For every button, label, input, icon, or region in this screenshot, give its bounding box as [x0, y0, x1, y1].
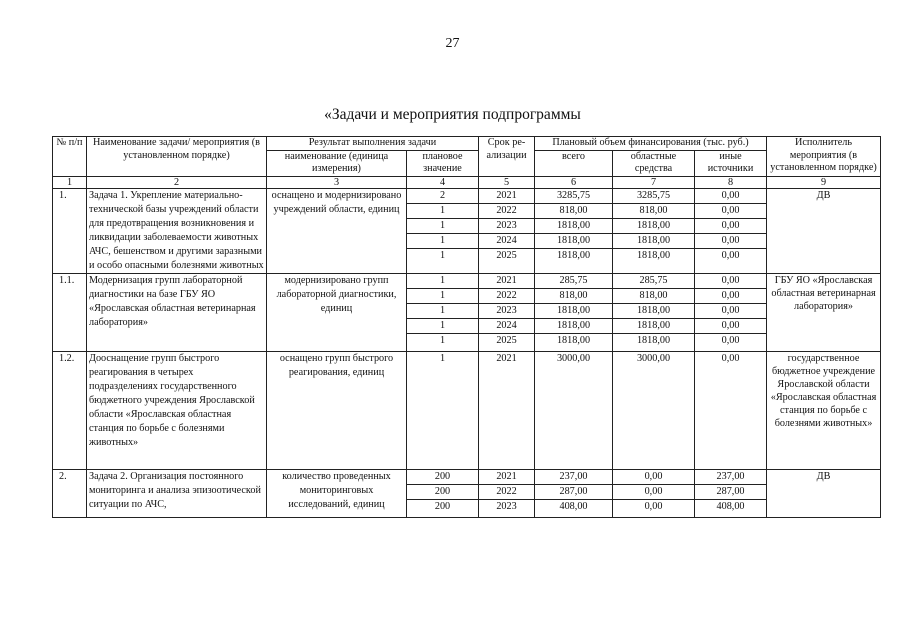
term-year: 2025 — [479, 333, 535, 351]
col-number: 9 — [767, 176, 881, 188]
fin-regional: 285,75 — [613, 273, 695, 288]
fin-other: 0,00 — [695, 351, 767, 469]
col-number: 6 — [535, 176, 613, 188]
term-year: 2024 — [479, 318, 535, 333]
term-year: 2023 — [479, 303, 535, 318]
table-row — [53, 273, 881, 288]
fin-total: 3000,00 — [535, 351, 613, 469]
fin-regional: 1818,00 — [613, 219, 695, 234]
header-task-name: Наименование задачи/ мероприятия (в установленном порядке) — [87, 137, 267, 177]
fin-other: 0,00 — [695, 318, 767, 333]
term-year: 2021 — [479, 188, 535, 203]
page-number: 27 — [445, 36, 460, 51]
fin-total: 1818,00 — [535, 234, 613, 249]
header-fin-regional: областные средства — [613, 150, 695, 176]
fin-other: 0,00 — [695, 303, 767, 318]
plan-value: 1 — [407, 318, 479, 333]
fin-total: 1818,00 — [535, 333, 613, 351]
term-year: 2025 — [479, 249, 535, 273]
term-year: 2022 — [479, 203, 535, 218]
fin-regional: 818,00 — [613, 288, 695, 303]
fin-other: 0,00 — [695, 249, 767, 273]
col-number: 3 — [267, 176, 407, 188]
header-result-plan: плановое значение — [407, 150, 479, 176]
plan-value: 2 — [407, 188, 479, 203]
fin-regional: 3285,75 — [613, 188, 695, 203]
fin-regional: 1818,00 — [613, 234, 695, 249]
col-number: 1 — [53, 176, 87, 188]
fin-total: 237,00 — [535, 469, 613, 484]
fin-other: 0,00 — [695, 203, 767, 218]
table-row — [53, 469, 881, 484]
term-year: 2023 — [479, 499, 535, 517]
col-number: 4 — [407, 176, 479, 188]
term-year: 2022 — [479, 288, 535, 303]
fin-total: 287,00 — [535, 484, 613, 499]
column-number-row — [53, 176, 881, 188]
executor: ГБУ ЯО «Ярославская областная ветеринарная лаборатория» — [767, 273, 881, 351]
fin-regional: 1818,00 — [613, 303, 695, 318]
fin-other: 0,00 — [695, 288, 767, 303]
fin-other: 0,00 — [695, 333, 767, 351]
fin-total: 3285,75 — [535, 188, 613, 203]
header-fin-other: иные источники — [695, 150, 767, 176]
result-name: модернизировано групп лабораторной диагностики, единиц — [267, 273, 407, 351]
fin-regional: 0,00 — [613, 469, 695, 484]
task-name: Модернизация групп лабораторной диагностики на базе ГБУ ЯО «Ярославская областная ветеринарная лаборатория» — [87, 273, 267, 351]
task-name: Дооснащение групп быстрого реагирования в четырех подразделениях государственного бюджетного учреждения Ярославской области «Ярославская областная станция по борьбе с болезнями животных» — [87, 351, 267, 469]
fin-regional: 0,00 — [613, 484, 695, 499]
fin-regional: 1818,00 — [613, 249, 695, 273]
plan-value: 200 — [407, 499, 479, 517]
col-number: 8 — [695, 176, 767, 188]
plan-value: 1 — [407, 249, 479, 273]
task-name: Задача 1. Укрепление материально-технической базы учреждений области для предотвращения возникновения и ликвидации заболеваемости животных АЧС, бешенством и другими заразными и особо опасными болезнями животных — [87, 188, 267, 273]
fin-other: 0,00 — [695, 219, 767, 234]
executor: ДВ — [767, 469, 881, 517]
table-row — [53, 188, 881, 203]
plan-value: 1 — [407, 203, 479, 218]
header-fin-total: всего — [535, 150, 613, 176]
fin-other: 0,00 — [695, 273, 767, 288]
fin-total: 285,75 — [535, 273, 613, 288]
result-name: количество проведенных мониторинговых исследований, единиц — [267, 469, 407, 517]
fin-regional: 3000,00 — [613, 351, 695, 469]
header-financing: Плановый объем финансирования (тыс. руб.) — [535, 137, 767, 151]
executor: государственное бюджетное учреждение Ярославской области «Ярославская областная станция по борьбе с болезнями животных» — [767, 351, 881, 469]
executor: ДВ — [767, 188, 881, 273]
term-year: 2021 — [479, 469, 535, 484]
fin-regional: 818,00 — [613, 203, 695, 218]
plan-value: 1 — [407, 234, 479, 249]
term-year: 2023 — [479, 219, 535, 234]
term-year: 2021 — [479, 273, 535, 288]
plan-value: 200 — [407, 469, 479, 484]
col-number: 5 — [479, 176, 535, 188]
fin-other: 0,00 — [695, 188, 767, 203]
fin-other: 0,00 — [695, 234, 767, 249]
header-term: Срок ре-ализации — [479, 137, 535, 177]
plan-value: 1 — [407, 219, 479, 234]
plan-value: 1 — [407, 351, 479, 469]
plan-value: 200 — [407, 484, 479, 499]
plan-value: 1 — [407, 333, 479, 351]
document-title: «Задачи и мероприятия подпрограммы — [324, 106, 581, 123]
row-number: 1.2. — [53, 351, 87, 469]
row-number: 1.1. — [53, 273, 87, 351]
header-result: Результат выполнения задачи — [267, 137, 479, 151]
term-year: 2022 — [479, 484, 535, 499]
result-name: оснащено и модернизировано учреждений области, единиц — [267, 188, 407, 273]
plan-value: 1 — [407, 288, 479, 303]
header-result-name: наименование (единица измерения) — [267, 150, 407, 176]
header-executor: Исполнитель мероприятия (в установленном порядке) — [767, 137, 881, 177]
fin-total: 818,00 — [535, 288, 613, 303]
plan-value: 1 — [407, 273, 479, 288]
row-number: 1. — [53, 188, 87, 273]
col-number: 2 — [87, 176, 267, 188]
table-row — [53, 351, 881, 469]
fin-total: 1818,00 — [535, 318, 613, 333]
fin-other: 237,00 — [695, 469, 767, 484]
fin-regional: 1818,00 — [613, 333, 695, 351]
term-year: 2024 — [479, 234, 535, 249]
fin-total: 1818,00 — [535, 303, 613, 318]
plan-value: 1 — [407, 303, 479, 318]
fin-total: 408,00 — [535, 499, 613, 517]
result-name: оснащено групп быстрого реагирования, единиц — [267, 351, 407, 469]
fin-regional: 1818,00 — [613, 318, 695, 333]
fin-other: 408,00 — [695, 499, 767, 517]
fin-total: 1818,00 — [535, 219, 613, 234]
header-num: № п/п — [53, 137, 87, 177]
fin-total: 1818,00 — [535, 249, 613, 273]
term-year: 2021 — [479, 351, 535, 469]
task-name: Задача 2. Организация постоянного мониторинга и анализа эпизоотической ситуации по АЧС, — [87, 469, 267, 517]
col-number: 7 — [613, 176, 695, 188]
row-number: 2. — [53, 469, 87, 517]
fin-other: 287,00 — [695, 484, 767, 499]
fin-regional: 0,00 — [613, 499, 695, 517]
fin-total: 818,00 — [535, 203, 613, 218]
tasks-table — [52, 136, 881, 518]
